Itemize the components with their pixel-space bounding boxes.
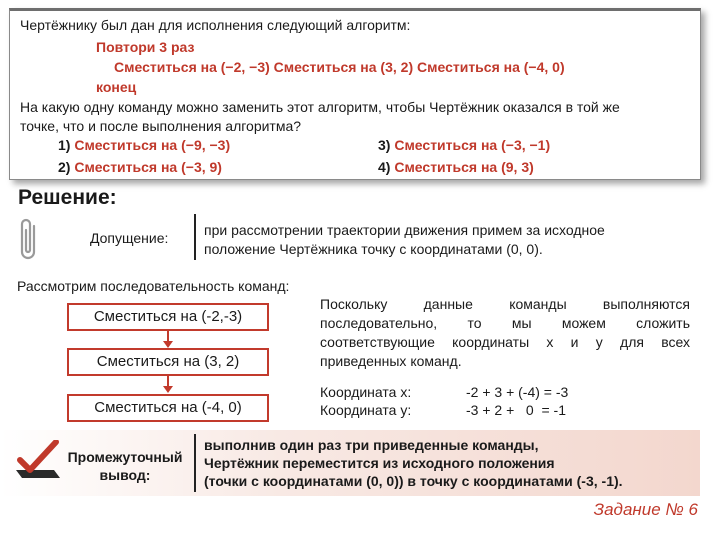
solution-title: Решение: bbox=[18, 186, 117, 209]
option-2-text: Сместиться на (−3, 9) bbox=[74, 159, 222, 175]
task-intro: Чертёжнику был дан для исполнения следующий алгоритм: bbox=[20, 17, 411, 33]
intermediate-line-1: выполнив один раз три приведенные команды, bbox=[204, 437, 539, 453]
arrow-down-icon bbox=[163, 331, 173, 349]
coord-y-expr: -3 + 2 + 0 = -1 bbox=[466, 402, 567, 418]
option-2-num: 2) bbox=[58, 159, 71, 175]
assumption-text bbox=[204, 221, 605, 259]
command-box-3: Сместиться на (-4, 0) bbox=[67, 394, 269, 422]
option-1-text: Сместиться на (−9, −3) bbox=[74, 137, 231, 153]
command-box-2: Сместиться на (3, 2) bbox=[67, 348, 269, 376]
assumption-line-1: при рассмотрении траектории движения примем за исходное bbox=[204, 222, 605, 238]
option-3-text: Сместиться на (−3, −1) bbox=[394, 137, 551, 153]
assumption-label: Допущение: bbox=[90, 230, 169, 246]
coord-x-label: Координата х: bbox=[320, 384, 412, 400]
end-line: конец bbox=[96, 79, 137, 95]
paperclip-icon bbox=[16, 216, 44, 269]
explanation-line-3: соответствующие координаты х и у для всех bbox=[320, 334, 690, 350]
command-box-1: Сместиться на (-2,-3) bbox=[67, 303, 269, 331]
intermediate-line-3: (точки с координатами (0, 0)) в точку с координатами (-3, -1). bbox=[204, 473, 623, 489]
repeat-line: Повтори 3 раз bbox=[96, 39, 195, 55]
conclusion-divider bbox=[194, 434, 196, 492]
consider-heading: Рассмотрим последовательность команд: bbox=[17, 278, 290, 294]
question-line-1: На какую одну команду можно заменить этот алгоритм, чтобы Чертёжник оказался в той же bbox=[20, 99, 620, 115]
assumption-divider bbox=[194, 214, 196, 260]
option-4-text: Сместиться на (9, 3) bbox=[394, 159, 534, 175]
question-line-2: точке, что и после выполнения алгоритма? bbox=[20, 118, 302, 134]
option-4-num: 4) bbox=[378, 159, 391, 175]
explanation-line-4: приведенных команд. bbox=[320, 353, 462, 369]
option-3 bbox=[378, 137, 550, 154]
explanation-line-1: Поскольку данные команды выполняются bbox=[320, 296, 690, 312]
checkmark-icon bbox=[14, 440, 64, 485]
intermediate-line-2: Чертёжник переместится из исходного положения bbox=[204, 455, 555, 471]
intermediate-label: Промежуточный вывод: bbox=[67, 449, 183, 483]
coord-y-label: Координата у: bbox=[320, 402, 412, 418]
explanation-line-2: последовательно, то мы можем сложить bbox=[320, 315, 690, 331]
option-3-num: 3) bbox=[378, 137, 391, 153]
algorithm-commands: Сместиться на (−2, −3) Сместиться на (3, 2) Сместиться на (−4, 0) bbox=[114, 59, 565, 75]
assumption-line-2: положение Чертёжника точку с координатами (0, 0). bbox=[204, 241, 543, 257]
arrow-down-icon bbox=[163, 376, 173, 394]
intermediate-text bbox=[204, 436, 623, 490]
option-4 bbox=[378, 159, 534, 176]
option-1 bbox=[58, 137, 230, 154]
option-2 bbox=[58, 159, 222, 176]
task-number: Задание № 6 bbox=[593, 500, 698, 519]
option-1-num: 1) bbox=[58, 137, 71, 153]
task-box bbox=[9, 8, 701, 180]
coord-x-expr: -2 + 3 + (-4) = -3 bbox=[466, 384, 569, 400]
explanation-paragraph bbox=[320, 295, 690, 371]
